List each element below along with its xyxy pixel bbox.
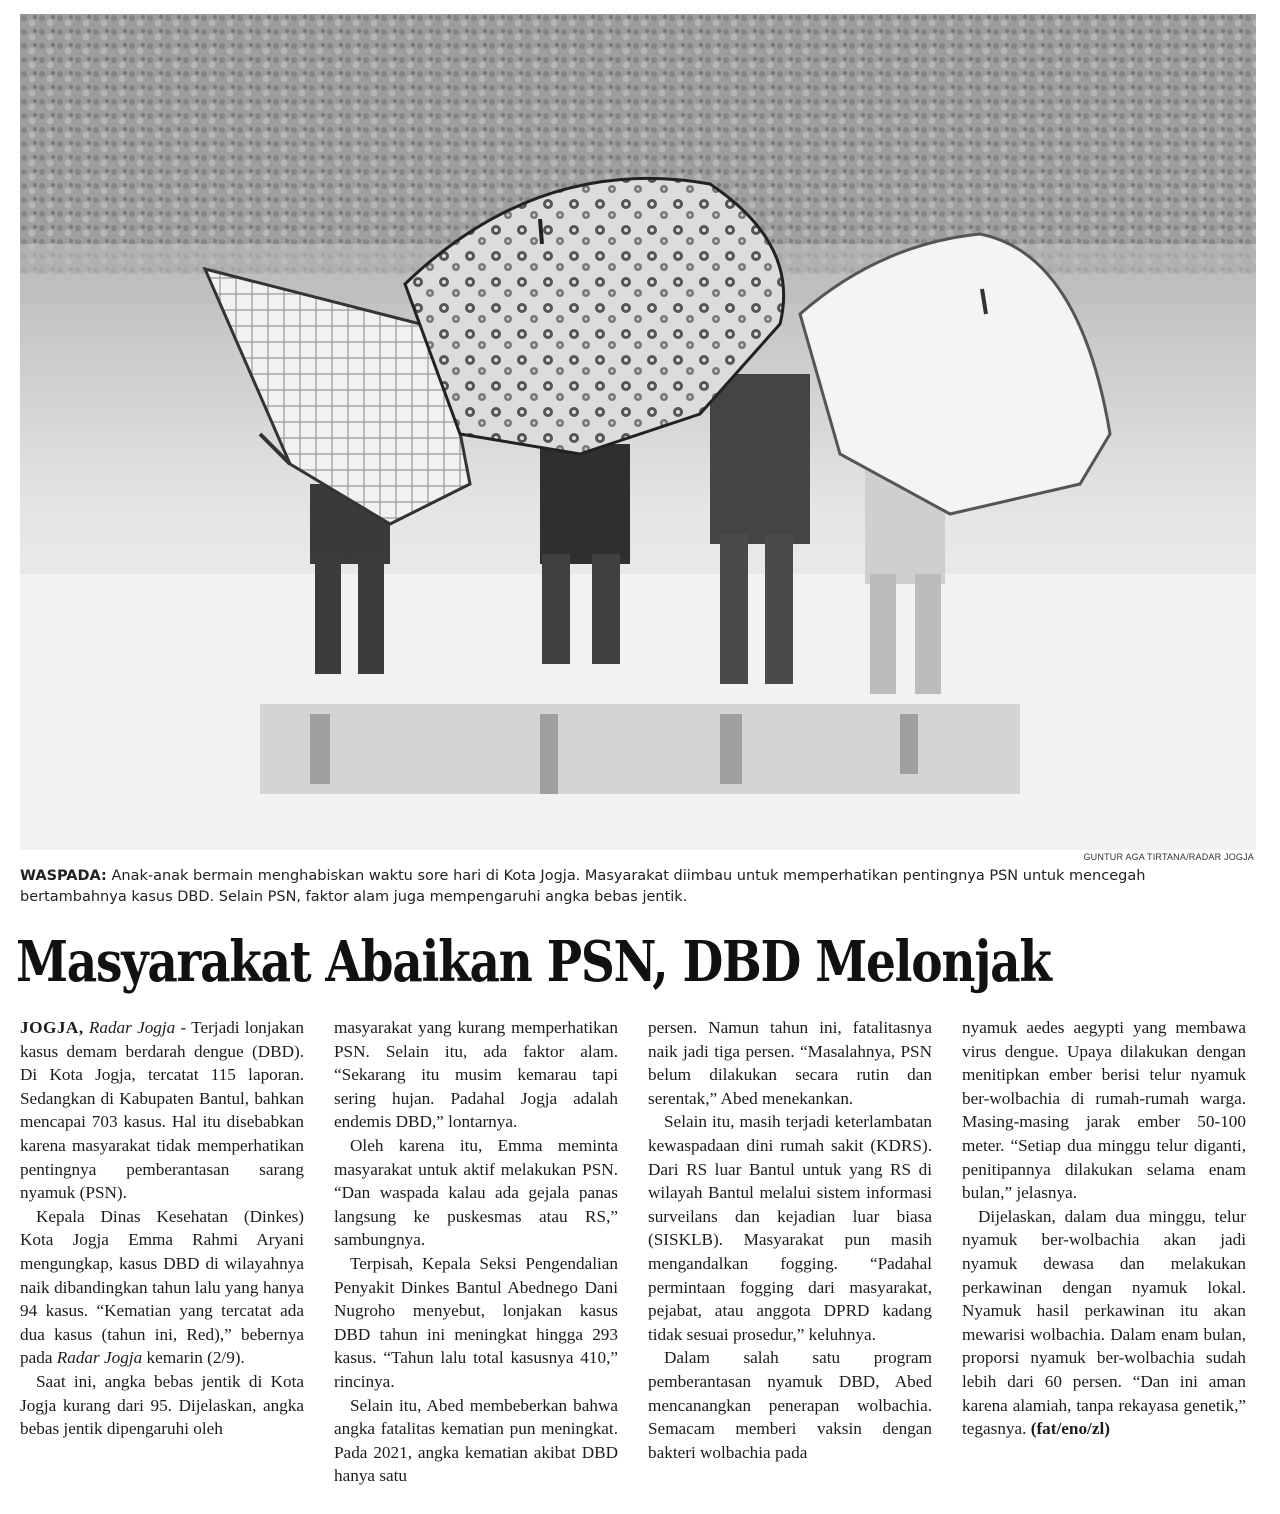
paragraph: masyarakat yang kurang memperhatikan PSN. Selain itu, ada faktor alam. “Sekarang itu musim kemarau tapi sering hujan. Padahal Jogja adalah endemis DBD,” lontarnya.: [334, 1018, 618, 1132]
article-column-1: [20, 1016, 304, 1441]
caption-text: Anak-anak bermain menghabiskan waktu sore hari di Kota Jogja. Masyarakat diimbau untuk memperhatikan pentingnya PSN untuk mencegah bertambahnya kasus DBD. Selain PSN, faktor alam juga mempengaruhi angka bebas jentik.: [20, 868, 1146, 905]
article-body: [20, 1016, 1256, 1506]
photo-caption: [20, 866, 1256, 908]
paragraph-text: Dijelaskan, dalam dua minggu, telur nyamuk ber-wolbachia akan jadi nyamuk dewasa dan melakukan perkawinan dengan nyamuk lokal. Nyamuk hasil perkawinan itu akan mewarisi wolbachia. Dalam enam bulan, proporsi nyamuk ber-wolbachia sudah lebih dari 60 persen. “Dan ini aman karena alamiah, tanpa rekayasa genetik,” tegasnya.: [962, 1206, 1246, 1439]
news-photo: [20, 14, 1256, 850]
caption-lead: WASPADA:: [20, 868, 107, 884]
source-name: Radar Jogja: [56, 1348, 143, 1368]
photo-credit: GUNTUR AGA TIRTANA/RADAR JOGJA: [1083, 852, 1254, 862]
article-column-3: [648, 1016, 932, 1464]
paragraph: Oleh karena itu, Emma meminta masyarakat untuk aktif melakukan PSN. “Dan waspada kalau ada gejala panas langsung ke puskesmas atau RS,” sambungnya.: [334, 1135, 618, 1250]
article-column-2: [334, 1016, 618, 1488]
paragraph-text: - Terjadi lonjakan kasus demam berdarah dengue (DBD). Di Kota Jogja, tercatat 115 laporan. Sedangkan di Kabupaten Bantul, bahkan mencapai 703 kasus. Hal itu disebabkan karena masyarakat tidak memperhatikan pentingnya pemberantasan sarang nyamuk (PSN).: [20, 1018, 304, 1203]
headline: Masyarakat Abaikan PSN, DBD Melonjak: [16, 929, 1051, 995]
author-initials: (fat/eno/zl): [1030, 1419, 1110, 1439]
paragraph-text: Kepala Dinas Kesehatan (Dinkes) Kota Jogja Emma Rahmi Aryani mengungkap, kasus DBD di wilayahnya naik dibandingkan tahun lalu yang hanya 94 kasus. “Kematian yang tercatat ada dua kasus (tahun ini, Red),” bebernya pada: [20, 1206, 304, 1368]
paragraph: Selain itu, masih terjadi keterlambatan kewaspadaan dini rumah sakit (KDRS). Dari RS luar Bantul untuk yang RS di wilayah Bantul melalui sistem informasi surveilans dan kejadian luar biasa (SISKLB). Masyarakat pun masih mengandalkan fogging. “Padahal permintaan fogging dari masyarakat, pejabat, atau anggota DPRD kadang tidak sesuai prosedur,” keluhnya.: [648, 1112, 932, 1344]
paragraph: Dalam salah satu program pemberantasan nyamuk DBD, Abed mencanangkan penerapan wolbachia. Semacam memberi vaksin dengan bakteri wolbachia pada: [648, 1348, 932, 1462]
paragraph: [20, 1205, 304, 1370]
paragraph: nyamuk aedes aegypti yang membawa virus dengue. Upaya dilakukan dengan menitipkan ember berisi telur nyamuk ber-wolbachia di rumah-rumah warga. Masing-masing jarak ember 50-100 meter. “Setiap dua minggu telur diganti, penitipannya dilakukan selama enam bulan,” jelasnya.: [962, 1018, 1246, 1203]
dateline: JOGJA,: [20, 1018, 84, 1037]
children-umbrellas-photo: [20, 14, 1256, 850]
paragraph: [962, 1205, 1246, 1441]
paragraph: persen. Namun tahun ini, fatalitasnya naik jadi tiga persen. “Masalahnya, PSN belum dilakukan secara rutin dan serentak,” Abed menekankan.: [648, 1018, 932, 1108]
source-name: Radar Jogja: [88, 1018, 176, 1037]
paragraph-text: kemarin (2/9).: [142, 1348, 245, 1368]
paragraph: Selain itu, Abed membeberkan bahwa angka fatalitas kematian pun meningkat. Pada 2021, angka kematian akibat DBD hanya satu: [334, 1395, 618, 1486]
article-column-4: [962, 1016, 1246, 1441]
paragraph: [20, 1016, 304, 1205]
paragraph: Terpisah, Kepala Seksi Pengendalian Penyakit Dinkes Bantul Abednego Dani Nugroho menyebut, lonjakan kasus DBD tahun ini meningkat hingga 293 kasus. “Tahun lalu total kasusnya 410,” rincinya.: [334, 1253, 618, 1391]
paragraph: Saat ini, angka bebas jentik di Kota Jogja kurang dari 95. Dijelaskan, angka bebas jentik dipengaruhi oleh: [20, 1371, 304, 1439]
